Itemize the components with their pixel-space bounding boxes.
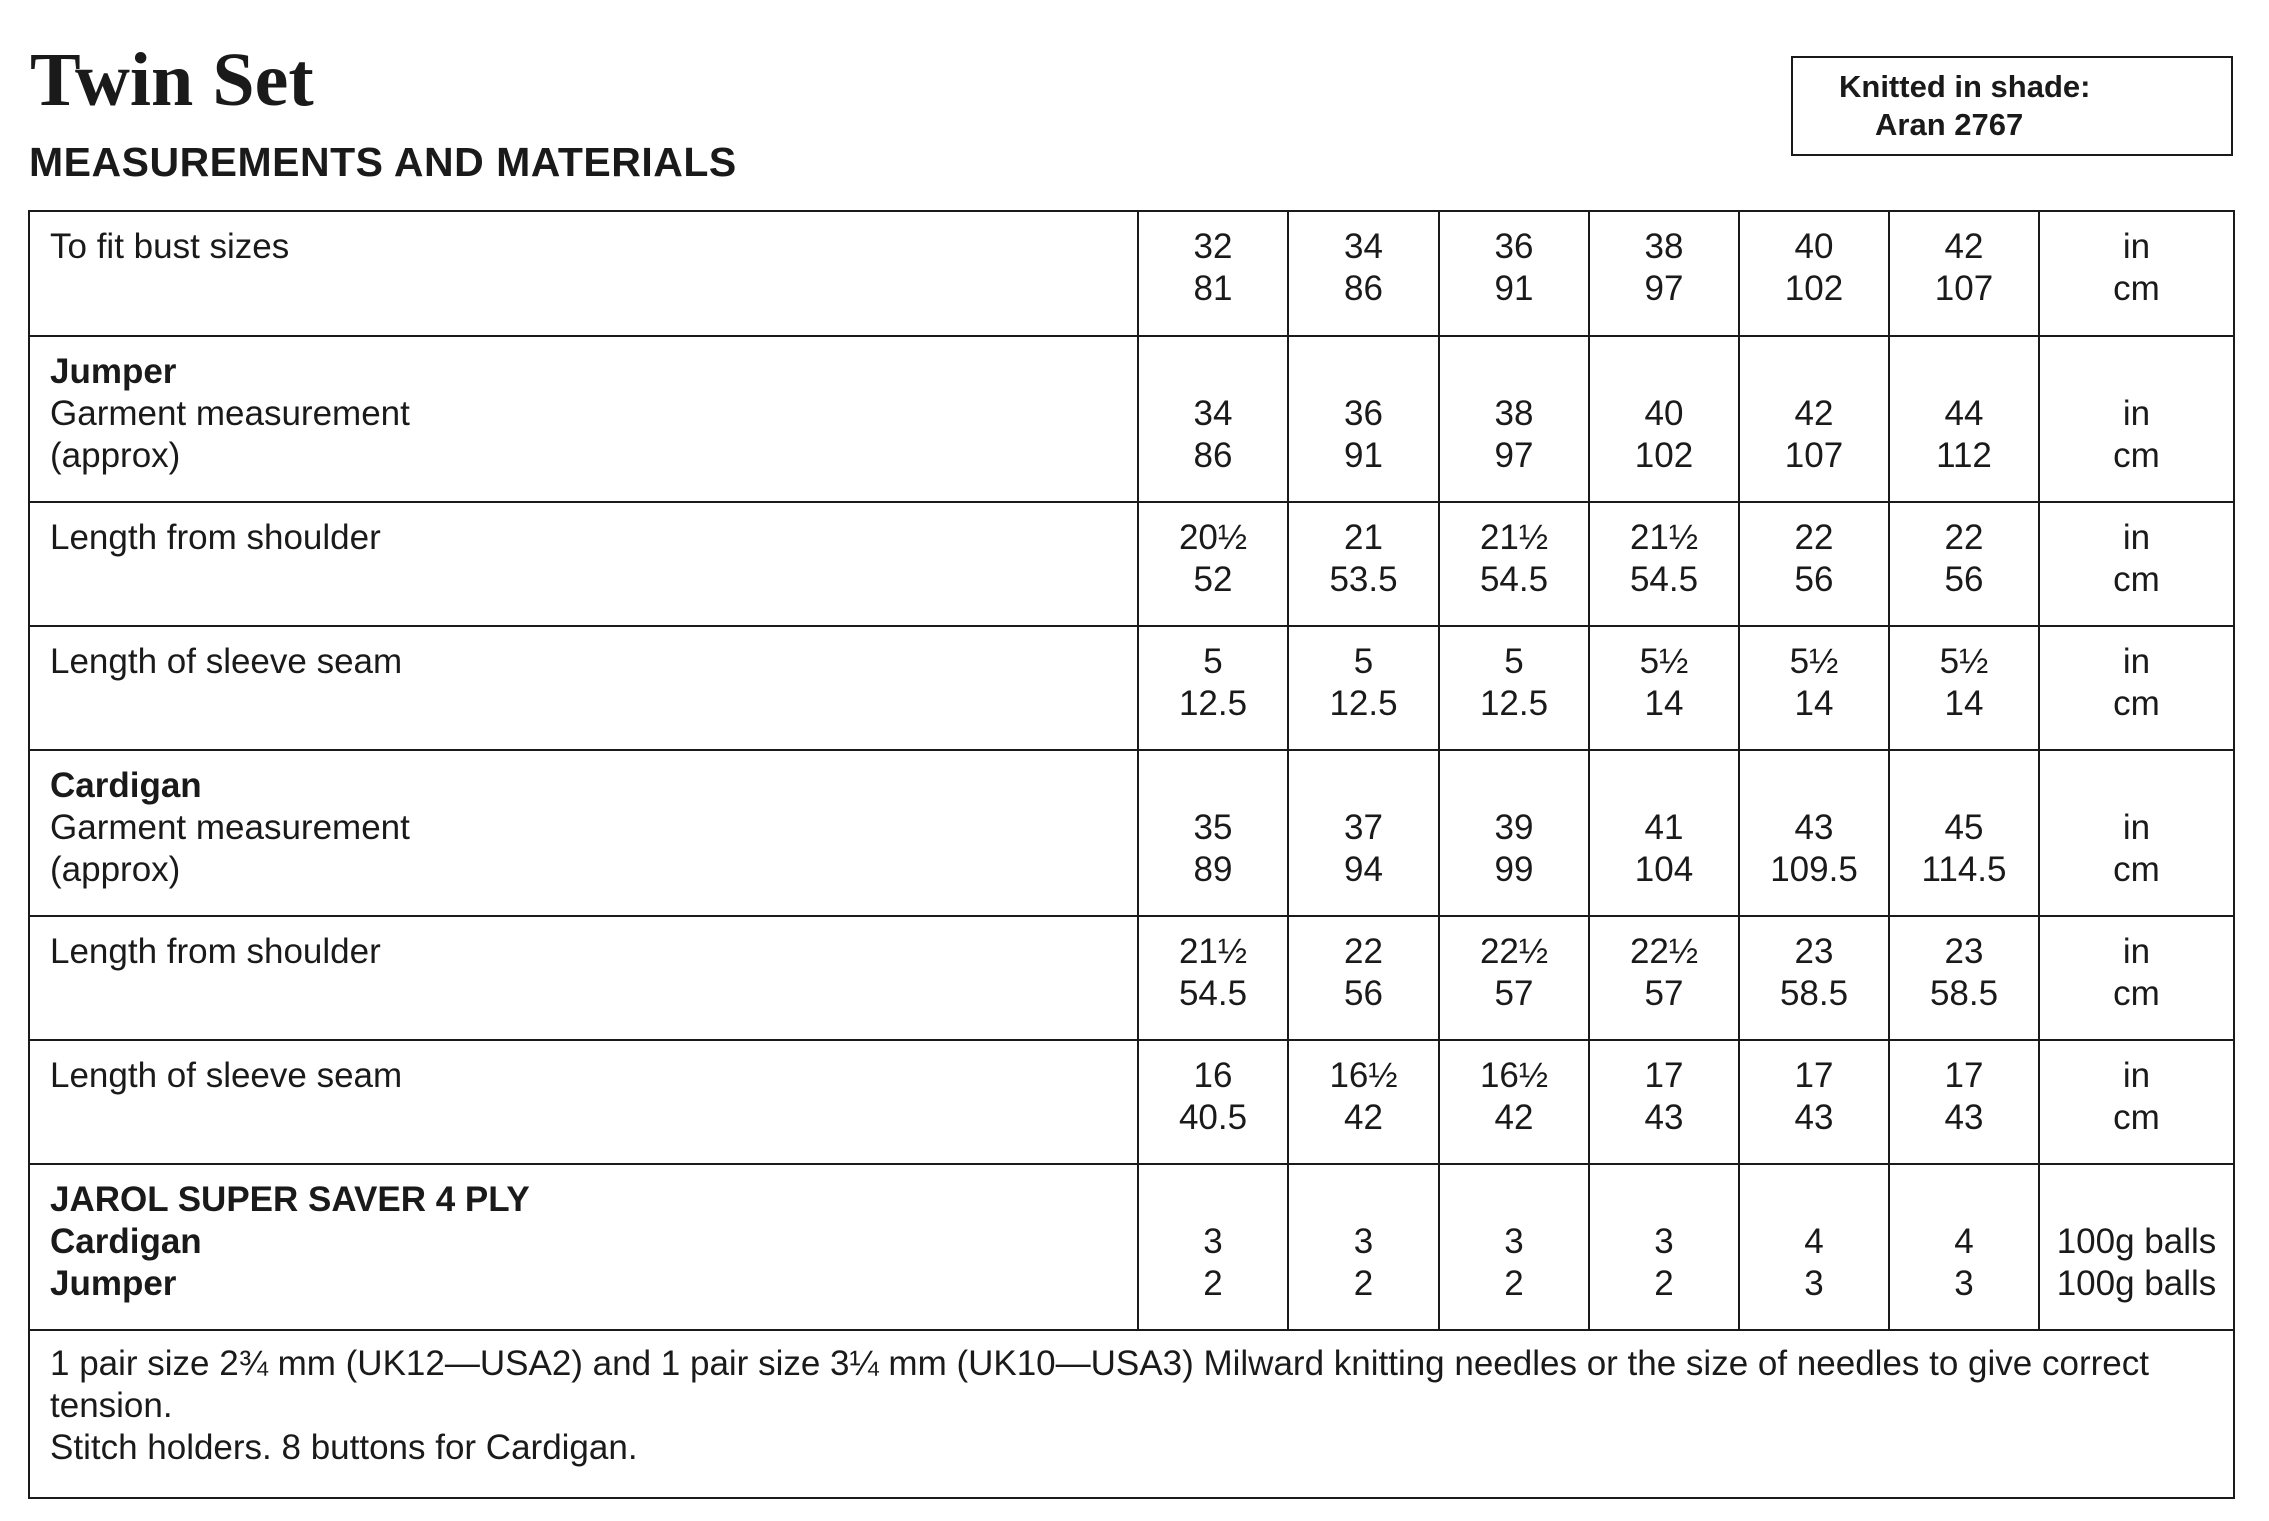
unit-label: 100g balls [2056,1222,2217,1261]
shade-label: Knitted in shade: [1839,69,2091,104]
value-in: 5½ [1789,642,1839,681]
unit-label: in [2122,394,2151,433]
value-in: 5 [1203,642,1223,681]
value-cm: 86 [1193,436,1233,475]
table-row-cardigan-length [29,916,2234,1040]
row-label-cell [29,336,1138,502]
row-label-cell [29,1040,1138,1164]
value-in: 42 [1794,394,1834,433]
size-value-cell [1288,916,1439,1040]
value-in: 5½ [1639,642,1689,681]
unit-label: cm [2113,684,2160,723]
unit-label: cm [2113,560,2160,599]
value-cm: 89 [1193,850,1233,889]
value-in: 17 [1644,1056,1684,1095]
value-cm: 42 [1494,1098,1534,1137]
needles-note-cell [29,1330,2234,1498]
value-in: 23 [1944,932,1984,971]
unit-label: in [2122,932,2151,971]
table-row-jumper-sleeve [29,626,2234,750]
value-in: 16½ [1329,1056,1398,1095]
extras-note: Stitch holders. 8 buttons for Cardigan. [50,1428,638,1467]
value-cm: 54.5 [1479,560,1549,599]
row-label-cell [29,502,1138,626]
value-in: 5 [1353,642,1374,681]
value-jumper: 2 [1353,1264,1374,1303]
measurements-table [28,210,2235,1499]
value-cardigan: 3 [1504,1222,1524,1261]
needles-note: 1 pair size 2¾ mm (UK12—USA2) and 1 pair size 3¼ mm (UK10—USA3) Milward knitting needles or the size of needles to give correct tension. [50,1344,2149,1425]
size-value-cell [1889,626,2039,750]
value-in: 44 [1944,394,1984,433]
row-heading: Jumper [50,352,177,391]
value-cardigan: 3 [1654,1222,1674,1261]
value-in: 21½ [1479,518,1549,557]
unit-cell [2039,1164,2234,1330]
value-cm: 109.5 [1770,850,1858,889]
size-value-cell [1288,211,1439,336]
value-jumper: 2 [1203,1264,1223,1303]
size-value-cell [1589,1040,1739,1164]
value-in: 34 [1344,227,1383,266]
row-label: Jumper [50,1264,177,1303]
row-label: Garment measurement [50,394,410,433]
size-value-cell [1439,750,1589,916]
unit-label: cm [2113,850,2160,889]
value-jumper: 3 [1804,1264,1824,1303]
size-value-cell [1739,211,1889,336]
row-label-cell [29,1164,1138,1330]
value-in: 5 [1504,642,1524,681]
value-cm: 12.5 [1178,684,1248,723]
row-label-cell [29,750,1138,916]
shade-value: Aran 2767 [1875,107,2024,142]
unit-label: cm [2113,436,2160,475]
value-cm: 40.5 [1178,1098,1248,1137]
size-value-cell [1138,1040,1288,1164]
row-label-cell [29,211,1138,336]
unit-label: cm [2113,269,2160,308]
size-value-cell [1288,336,1439,502]
value-in: 21 [1344,518,1383,557]
value-in: 35 [1193,808,1233,847]
value-in: 16½ [1479,1056,1549,1095]
size-value-cell [1439,336,1589,502]
value-in: 16 [1193,1056,1233,1095]
value-in: 22½ [1479,932,1549,971]
size-value-cell [1589,916,1739,1040]
shade-box [1791,56,2233,156]
unit-cell [2039,626,2234,750]
table-row-cardigan-sleeve [29,1040,2234,1164]
size-value-cell [1589,626,1739,750]
size-value-cell [1439,502,1589,626]
size-value-cell [1739,1164,1889,1330]
size-value-cell [1889,336,2039,502]
value-cm: 112 [1936,436,1992,475]
size-value-cell [1439,1040,1589,1164]
value-cm: 58.5 [1929,974,1999,1013]
size-value-cell [1439,916,1589,1040]
value-cm: 54.5 [1178,974,1248,1013]
value-cm: 43 [1644,1098,1684,1137]
value-cm: 107 [1934,269,1994,308]
value-in: 21½ [1629,518,1699,557]
row-label: Length of sleeve seam [50,642,403,681]
value-cardigan: 4 [1804,1222,1824,1261]
value-in: 45 [1944,808,1984,847]
size-value-cell [1589,211,1739,336]
value-jumper: 2 [1504,1264,1524,1303]
size-value-cell [1889,502,2039,626]
size-value-cell [1889,211,2039,336]
value-cm: 14 [1794,684,1834,723]
value-cm: 52 [1193,560,1233,599]
row-heading: Cardigan [50,766,202,805]
value-in: 32 [1193,227,1233,266]
value-in: 5½ [1939,642,1989,681]
unit-cell [2039,211,2234,336]
size-value-cell [1589,1164,1739,1330]
row-label: Cardigan [50,1222,202,1261]
size-value-cell [1288,502,1439,626]
value-cm: 104 [1634,850,1694,889]
value-in: 41 [1644,808,1684,847]
row-label: Length of sleeve seam [50,1056,403,1095]
value-cm: 99 [1494,850,1534,889]
size-value-cell [1589,336,1739,502]
value-in: 22 [1344,932,1383,971]
value-jumper: 2 [1654,1264,1674,1303]
value-in: 38 [1644,227,1684,266]
value-cm: 91 [1344,436,1383,475]
value-cm: 43 [1794,1098,1834,1137]
value-cm: 56 [1794,560,1834,599]
value-in: 17 [1794,1056,1834,1095]
unit-label: in [2122,642,2151,681]
value-cm: 57 [1494,974,1534,1013]
value-in: 37 [1344,808,1383,847]
size-value-cell [1288,626,1439,750]
value-in: 17 [1944,1056,1984,1095]
value-cm: 107 [1784,436,1844,475]
value-in: 21½ [1178,932,1248,971]
size-value-cell [1138,626,1288,750]
unit-label: in [2122,518,2151,557]
size-value-cell [1889,1040,2039,1164]
size-value-cell [1138,916,1288,1040]
value-cm: 81 [1193,269,1233,308]
value-cm: 12.5 [1329,684,1398,723]
row-label: (approx) [50,436,181,475]
value-in: 22 [1794,518,1834,557]
unit-label: in [2122,227,2151,266]
value-cm: 54.5 [1629,560,1699,599]
value-in: 36 [1344,394,1383,433]
value-cm: 58.5 [1779,974,1849,1013]
unit-label: cm [2113,1098,2160,1137]
value-in: 40 [1794,227,1834,266]
size-value-cell [1589,502,1739,626]
size-value-cell [1739,1040,1889,1164]
unit-label: in [2122,1056,2151,1095]
size-value-cell [1138,211,1288,336]
value-cm: 97 [1494,436,1534,475]
value-in: 22 [1944,518,1984,557]
unit-label: 100g balls [2056,1264,2217,1303]
size-value-cell [1739,336,1889,502]
size-value-cell [1138,1164,1288,1330]
size-value-cell [1288,1040,1439,1164]
size-value-cell [1889,916,2039,1040]
value-cm: 94 [1344,850,1383,889]
table-row-jumper-garment [29,336,2234,502]
value-in: 36 [1494,227,1534,266]
row-label: Garment measurement [50,808,410,847]
value-cm: 12.5 [1479,684,1549,723]
row-label-cell [29,626,1138,750]
unit-cell [2039,916,2234,1040]
size-value-cell [1889,1164,2039,1330]
size-value-cell [1439,211,1589,336]
value-in: 39 [1494,808,1534,847]
table-row-yarn [29,1164,2234,1330]
page-title: Twin Set [30,38,314,122]
row-heading: JAROL SUPER SAVER 4 PLY [50,1180,530,1219]
value-cm: 43 [1944,1098,1984,1137]
table-row-cardigan-garment [29,750,2234,916]
value-cm: 114.5 [1921,850,2007,889]
table-row-needles [29,1330,2234,1498]
table-row-bust [29,211,2234,336]
value-in: 42 [1944,227,1984,266]
value-cm: 102 [1784,269,1844,308]
value-cm: 42 [1344,1098,1383,1137]
value-cm: 14 [1944,684,1984,723]
unit-cell [2039,336,2234,502]
value-in: 43 [1794,808,1834,847]
value-in: 40 [1644,394,1684,433]
row-label: To fit bust sizes [50,227,290,266]
value-in: 22½ [1629,932,1699,971]
size-value-cell [1589,750,1739,916]
value-cm: 56 [1344,974,1383,1013]
value-cm: 14 [1644,684,1684,723]
size-value-cell [1739,750,1889,916]
size-value-cell [1739,626,1889,750]
size-value-cell [1739,502,1889,626]
value-cardigan: 3 [1203,1222,1223,1261]
unit-cell [2039,502,2234,626]
value-cm: 56 [1944,560,1984,599]
unit-label: cm [2113,974,2160,1013]
value-jumper: 3 [1954,1264,1974,1303]
row-label-cell [29,916,1138,1040]
size-value-cell [1138,502,1288,626]
value-cm: 97 [1644,269,1684,308]
size-value-cell [1138,750,1288,916]
size-value-cell [1288,1164,1439,1330]
value-in: 38 [1494,394,1534,433]
size-value-cell [1889,750,2039,916]
value-cm: 91 [1494,269,1534,308]
value-in: 34 [1193,394,1233,433]
row-label: Length from shoulder [50,518,381,557]
size-value-cell [1439,626,1589,750]
size-value-cell [1288,750,1439,916]
size-value-cell [1739,916,1889,1040]
value-in: 23 [1794,932,1834,971]
size-value-cell [1439,1164,1589,1330]
size-value-cell [1138,336,1288,502]
row-label: (approx) [50,850,181,889]
section-subtitle: MEASUREMENTS AND MATERIALS [29,139,737,185]
row-label: Length from shoulder [50,932,381,971]
value-cm: 53.5 [1329,560,1398,599]
value-in: 20½ [1178,518,1248,557]
value-cm: 57 [1644,974,1684,1013]
table-row-jumper-length [29,502,2234,626]
value-cm: 102 [1634,436,1694,475]
unit-cell [2039,1040,2234,1164]
value-cm: 86 [1344,269,1383,308]
unit-label: in [2122,808,2151,847]
value-cardigan: 3 [1353,1222,1374,1261]
value-cardigan: 4 [1954,1222,1974,1261]
unit-cell [2039,750,2234,916]
